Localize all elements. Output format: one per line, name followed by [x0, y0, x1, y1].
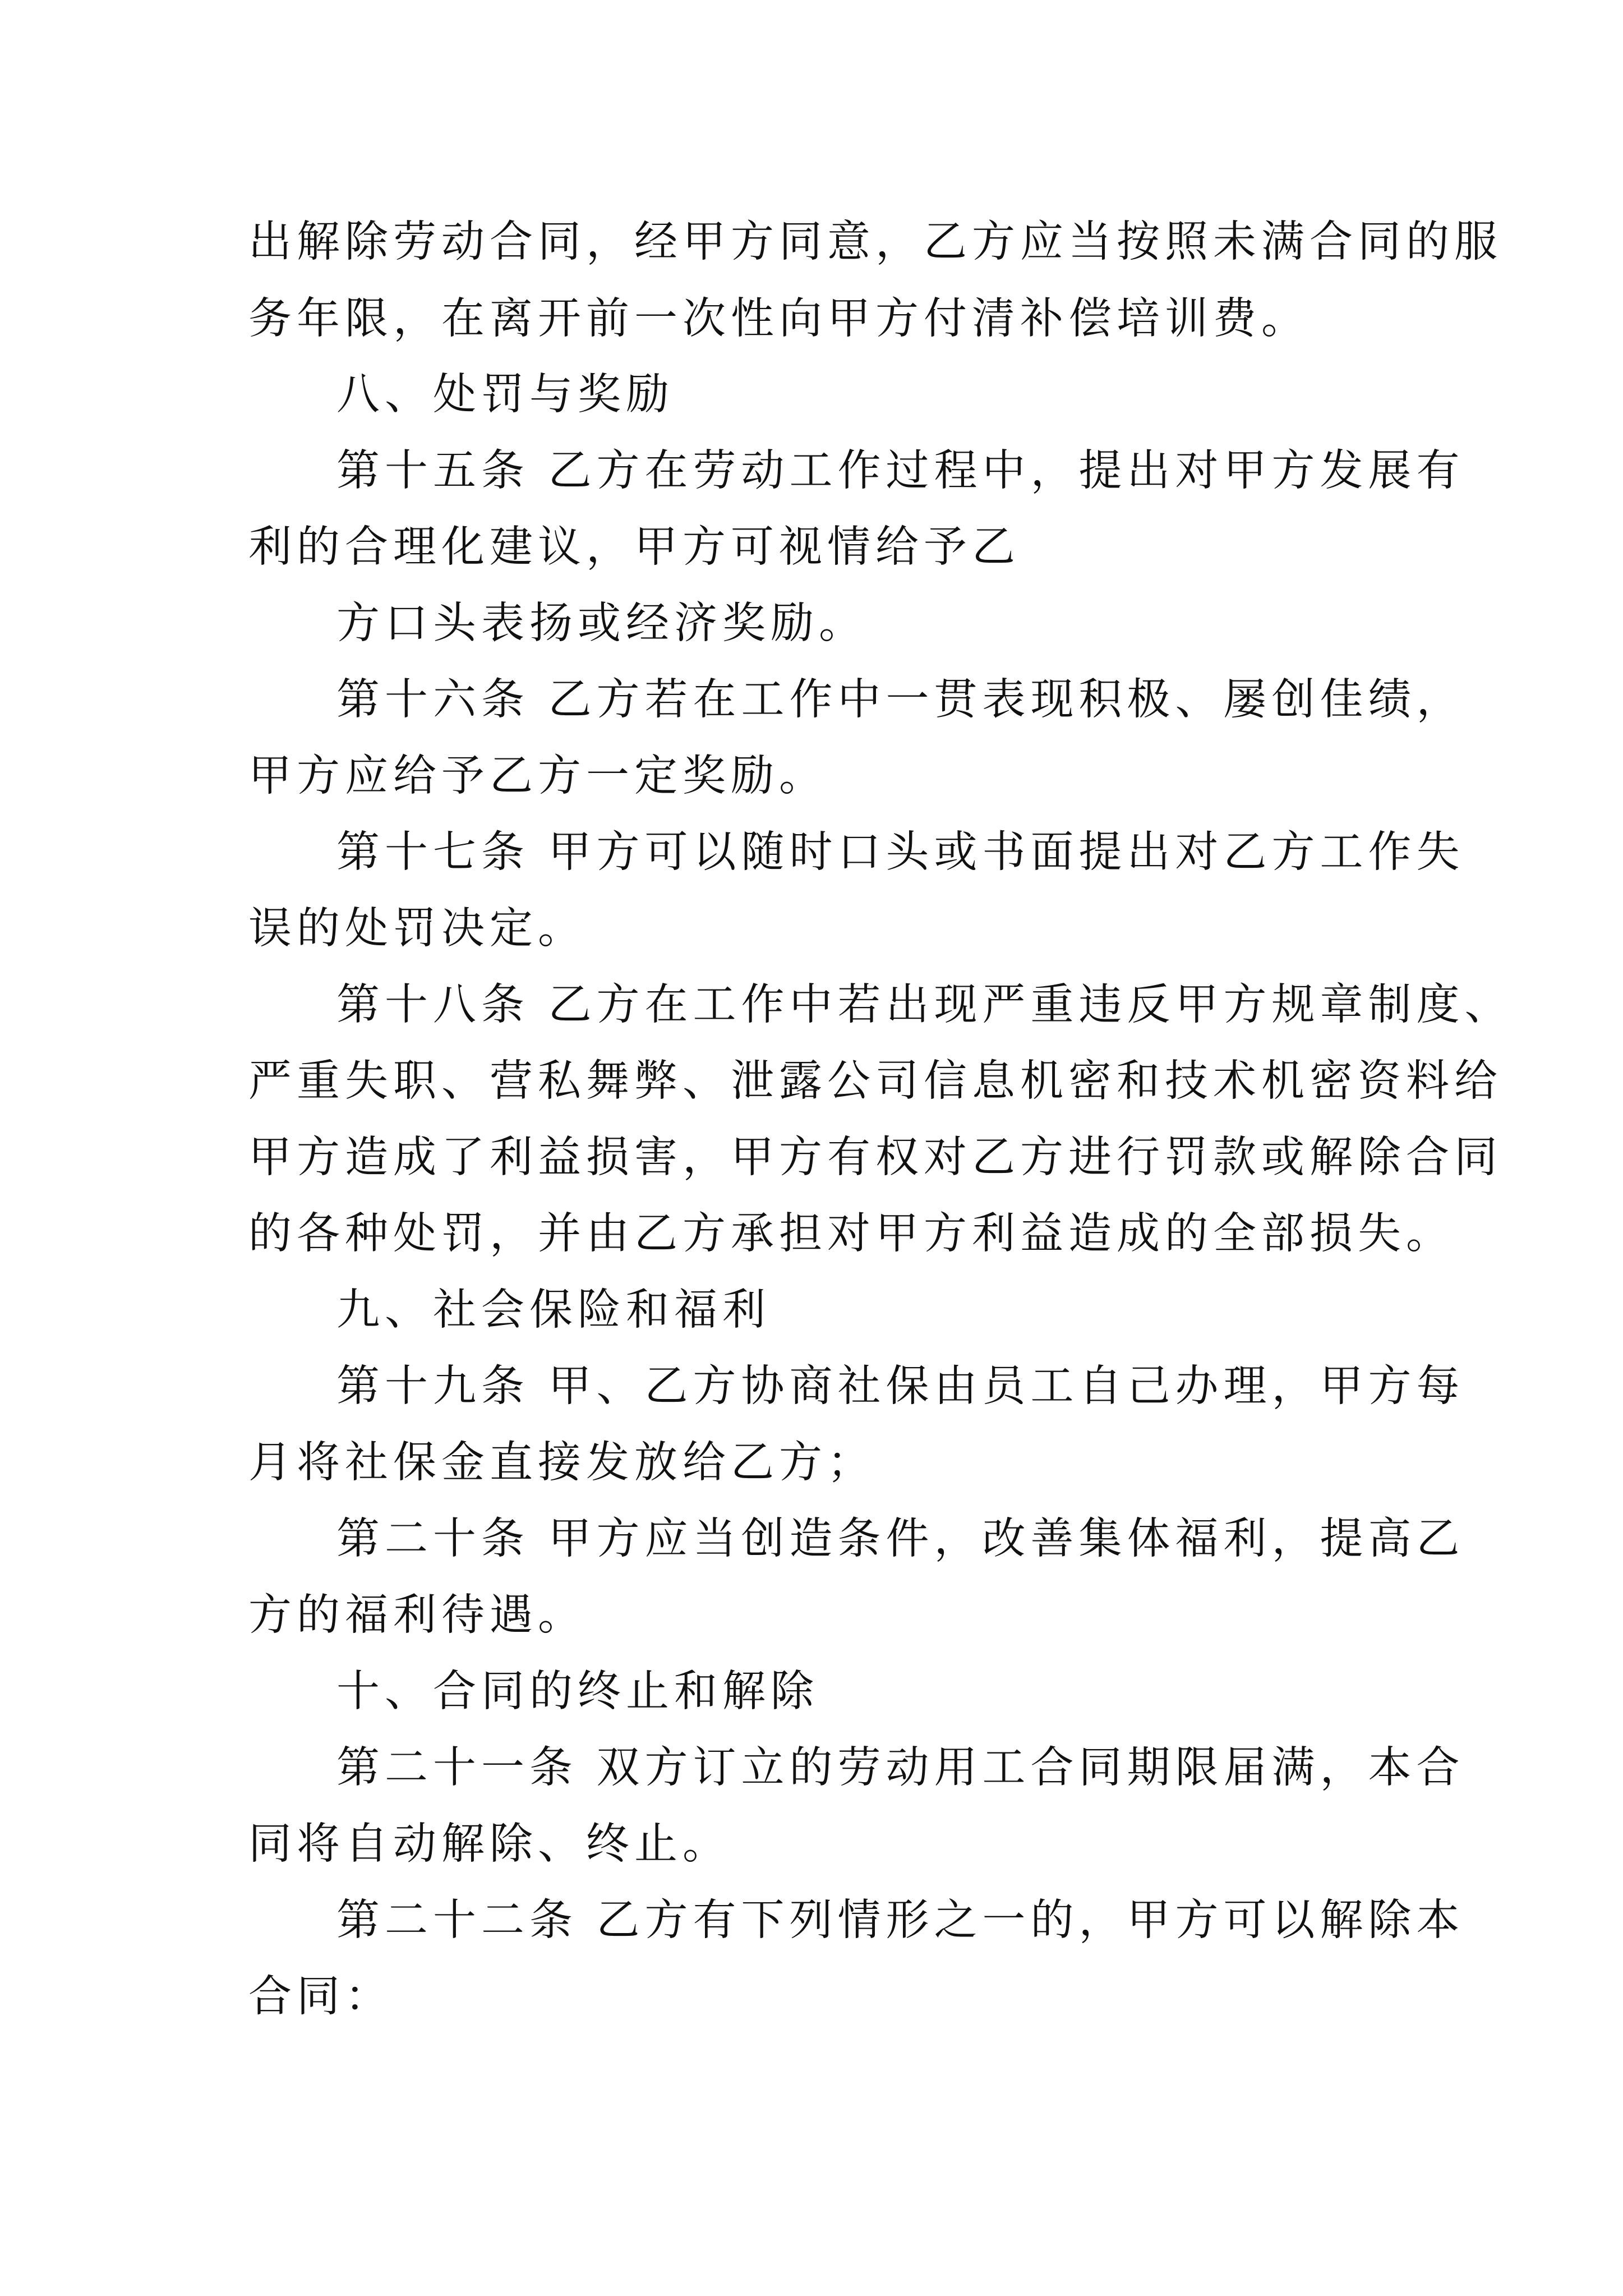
section-heading: 八、处罚与奖励 [336, 370, 674, 420]
text-line: 同将自动解除、终止。 [248, 1819, 731, 1869]
text-line: 的各种处罚，并由乙方承担对甲方利益造成的全部损失。 [248, 1209, 1454, 1259]
text-line: 第二十条 甲方应当创造条件，改善集体福利，提高乙 [336, 1514, 1465, 1564]
section-heading: 十、合同的终止和解除 [336, 1667, 819, 1717]
text-line: 方的福利待遇。 [248, 1590, 586, 1640]
text-line: 误的处罚决定。 [248, 904, 586, 954]
text-line: 月将社保金直接发放给乙方； [248, 1438, 875, 1488]
text-line: 合同： [248, 1972, 393, 2022]
text-line: 第十七条 甲方可以随时口头或书面提出对乙方工作失 [336, 827, 1465, 877]
text-line: 严重失职、营私舞弊、泄露公司信息机密和技术机密资料给 [248, 1056, 1502, 1106]
text-line: 出解除劳动合同，经甲方同意，乙方应当按照未满合同的服 [248, 217, 1502, 267]
section-heading: 九、社会保险和福利 [336, 1285, 771, 1335]
text-line: 第二十二条 乙方有下列情形之一的，甲方可以解除本 [336, 1895, 1465, 1945]
text-line: 第十五条 乙方在劳动工作过程中，提出对甲方发展有 [336, 446, 1465, 496]
text-line: 甲方造成了利益损害，甲方有权对乙方进行罚款或解除合同 [248, 1133, 1502, 1182]
text-line: 第十八条 乙方在工作中若出现严重违反甲方规章制度、 [336, 980, 1513, 1030]
text-line: 方口头表扬或经济奖励。 [336, 599, 867, 648]
text-line: 第二十一条 双方订立的劳动用工合同期限届满，本合 [336, 1743, 1465, 1793]
text-line: 务年限，在离开前一次性向甲方付清补偿培训费。 [248, 294, 1310, 344]
text-line: 甲方应给予乙方一定奖励。 [248, 751, 827, 801]
text-line: 利的合理化建议，甲方可视情给予乙 [248, 522, 1020, 572]
text-line: 第十九条 甲、乙方协商社保由员工自己办理，甲方每 [336, 1361, 1465, 1411]
text-line: 第十六条 乙方若在工作中一贯表现积极、屡创佳绩， [336, 675, 1465, 725]
